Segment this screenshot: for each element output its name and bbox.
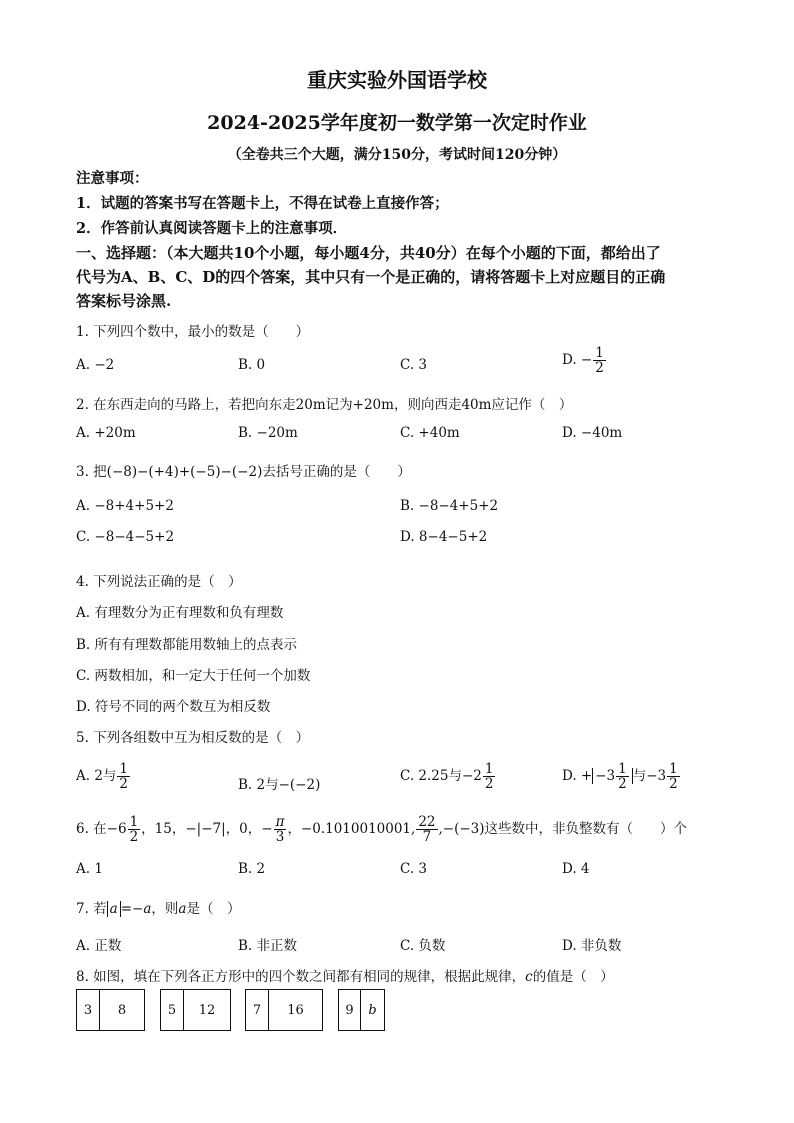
q2-option-d: D. −40m: [562, 425, 623, 441]
q6-part-2: ，15，−|−7|，0，−: [141, 821, 273, 838]
q5-option-c-prefix: C. 2.25与−2: [400, 768, 482, 785]
section-1-line-2: 代号为A、B、C、D的四个答案，其中只有一个是正确的，请将答题卡上对应题目的正确: [76, 268, 666, 286]
notes-item-1: 1．试题的答案书写在答题卡上，不得在试卷上直接作答；: [76, 195, 449, 212]
square-right-value: 16: [287, 1002, 304, 1018]
pattern-square-1: [76, 989, 145, 1031]
variable-a: a: [143, 901, 152, 917]
q4-option-c: C. 两数相加，和一定大于任何一个加数: [76, 668, 311, 684]
variable-c: c: [525, 969, 533, 985]
q6-part-4: ,−(−3)这些数中，非负整数有（ ）个: [438, 821, 688, 838]
fraction: [667, 762, 680, 791]
q1-option-b: B. 0: [238, 357, 266, 373]
square-left-value: 3: [77, 990, 100, 1030]
q5-option-b: B. 2与−(−2): [238, 777, 321, 793]
q8-stem-prefix: 8. 如图，填在下列各正方形中的四个数之间都有相同的规律，根据此规律，: [76, 969, 526, 985]
fraction: [483, 762, 496, 791]
q5-option-d-mid: 与−3: [632, 768, 667, 785]
q3-stem-suffix: 去括号正确的是（ ）: [262, 464, 411, 480]
question-5-stem: 5. 下列各组数中互为相反数的是（ ）: [76, 730, 310, 746]
fraction: [416, 815, 437, 844]
q7-stem-mid: =−: [120, 901, 144, 917]
pattern-square-2: [160, 989, 231, 1031]
school-name: 重庆实验外国语学校: [307, 68, 487, 92]
q7-stem-mid-2: ，则: [151, 901, 179, 917]
q7-stem-suffix: 是（ ）: [186, 901, 241, 917]
square-left-value: 5: [161, 990, 184, 1030]
notes-heading: 注意事项：: [76, 170, 149, 187]
q7-option-c: C. 负数: [400, 938, 446, 954]
exam-title: 2024-2025学年度初一数学第一次定时作业: [207, 112, 587, 134]
notes-item-2: 2．作答前认真阅读答题卡上的注意事项．: [76, 220, 348, 237]
pattern-square-3: [245, 989, 323, 1031]
square-left-value: 9: [339, 990, 361, 1030]
fraction: [593, 346, 606, 375]
section-1-line-1: 一、选择题：（本大题共10个小题，每小题4分，共40分）在每个小题的下面，都给出了: [76, 244, 661, 262]
q1-option-d: [562, 346, 607, 375]
q1-option-d-prefix: D. −: [562, 352, 593, 369]
q5-option-a-prefix: A. 2与: [76, 768, 117, 785]
section-1-line-3: 答案标号涂黑.: [76, 292, 172, 310]
question-2-stem: 2. 在东西走向的马路上，若把向东走20m记为+20m，则向西走40m应记作（ ）: [76, 397, 573, 413]
abs-inner: −3: [595, 768, 616, 785]
numerator: 1: [484, 761, 494, 777]
q5-option-c: [400, 762, 496, 791]
question-7-stem: [76, 897, 240, 917]
q3-option-b: B. −8−4+5+2: [400, 498, 499, 514]
denominator: 2: [129, 829, 139, 846]
q6-part-3: ，−0.1010010001,: [287, 821, 416, 838]
q4-option-d: D. 符号不同的两个数互为相反数: [76, 699, 271, 715]
square-right-value: b: [368, 1002, 377, 1018]
pattern-square-4: [338, 989, 385, 1031]
variable-a: a: [178, 901, 187, 917]
numerator: 22: [418, 814, 436, 830]
q5-option-d-prefix: D. +: [562, 768, 593, 785]
fraction: [274, 815, 287, 844]
square-right-value: 8: [117, 1002, 127, 1018]
exam-subtitle: （全卷共三个大题，满分150分，考试时间120分钟）: [227, 147, 567, 163]
q1-option-a: A. −2: [76, 357, 115, 373]
q6-option-a: A. 1: [76, 861, 103, 877]
denominator: 2: [595, 360, 604, 377]
q8-stem-suffix: 的值是（ ）: [532, 969, 614, 985]
q6-option-b: B. 2: [238, 861, 266, 877]
q2-option-c: C. +40m: [400, 425, 460, 441]
q3-stem-prefix: 3. 把: [76, 464, 107, 480]
q2-option-b: B. −20m: [238, 425, 298, 441]
denominator: 2: [618, 776, 627, 793]
fraction: [616, 762, 629, 791]
denominator: 2: [669, 776, 678, 793]
denominator: 2: [484, 776, 494, 793]
numerator: 1: [129, 814, 139, 830]
q3-option-c: C. −8−4−5+2: [76, 529, 175, 545]
denominator: 3: [275, 829, 285, 846]
q3-option-d: D. 8−4−5+2: [400, 529, 488, 545]
q4-option-b: B. 所有有理数都能用数轴上的点表示: [76, 637, 298, 653]
q7-option-b: B. 非正数: [238, 938, 298, 954]
q6-option-d: D. 4: [562, 861, 590, 877]
absolute-value: a: [107, 901, 121, 917]
q3-expression: (−8)−(+4)+(−5)−(−2): [106, 464, 263, 480]
q4-option-a: A. 有理数分为正有理数和负有理数: [76, 605, 284, 621]
q7-option-a: A. 正数: [76, 938, 122, 954]
q6-option-c: C. 3: [400, 861, 428, 877]
fraction: [128, 815, 141, 844]
q5-option-a: [76, 762, 131, 791]
question-8-stem: [76, 965, 614, 985]
question-6-stem: [76, 815, 687, 844]
q7-option-d: D. 非负数: [562, 938, 622, 954]
q3-option-a: A. −8+4+5+2: [76, 498, 174, 514]
question-4-stem: 4. 下列说法正确的是（ ）: [76, 574, 242, 590]
q6-part-1: 6. 在−6: [76, 821, 127, 838]
question-1-stem: 1. 下列四个数中，最小的数是（ ）: [76, 324, 310, 340]
q5-option-d: [562, 762, 681, 791]
fraction: [117, 762, 130, 791]
q1-option-c: C. 3: [400, 357, 428, 373]
numerator: 1: [669, 761, 678, 777]
question-3-stem: [76, 460, 411, 480]
square-left-value: 7: [246, 990, 269, 1030]
numerator: π: [275, 814, 285, 830]
denominator: 2: [119, 776, 129, 793]
denominator: 7: [422, 829, 432, 846]
square-right-value: 12: [198, 1002, 216, 1018]
numerator: 1: [119, 761, 129, 777]
numerator: 1: [618, 761, 627, 777]
q2-option-a: A. +20m: [76, 425, 136, 441]
absolute-value: [592, 761, 633, 793]
numerator: 1: [595, 345, 604, 361]
q7-stem-prefix: 7. 若: [76, 901, 107, 917]
